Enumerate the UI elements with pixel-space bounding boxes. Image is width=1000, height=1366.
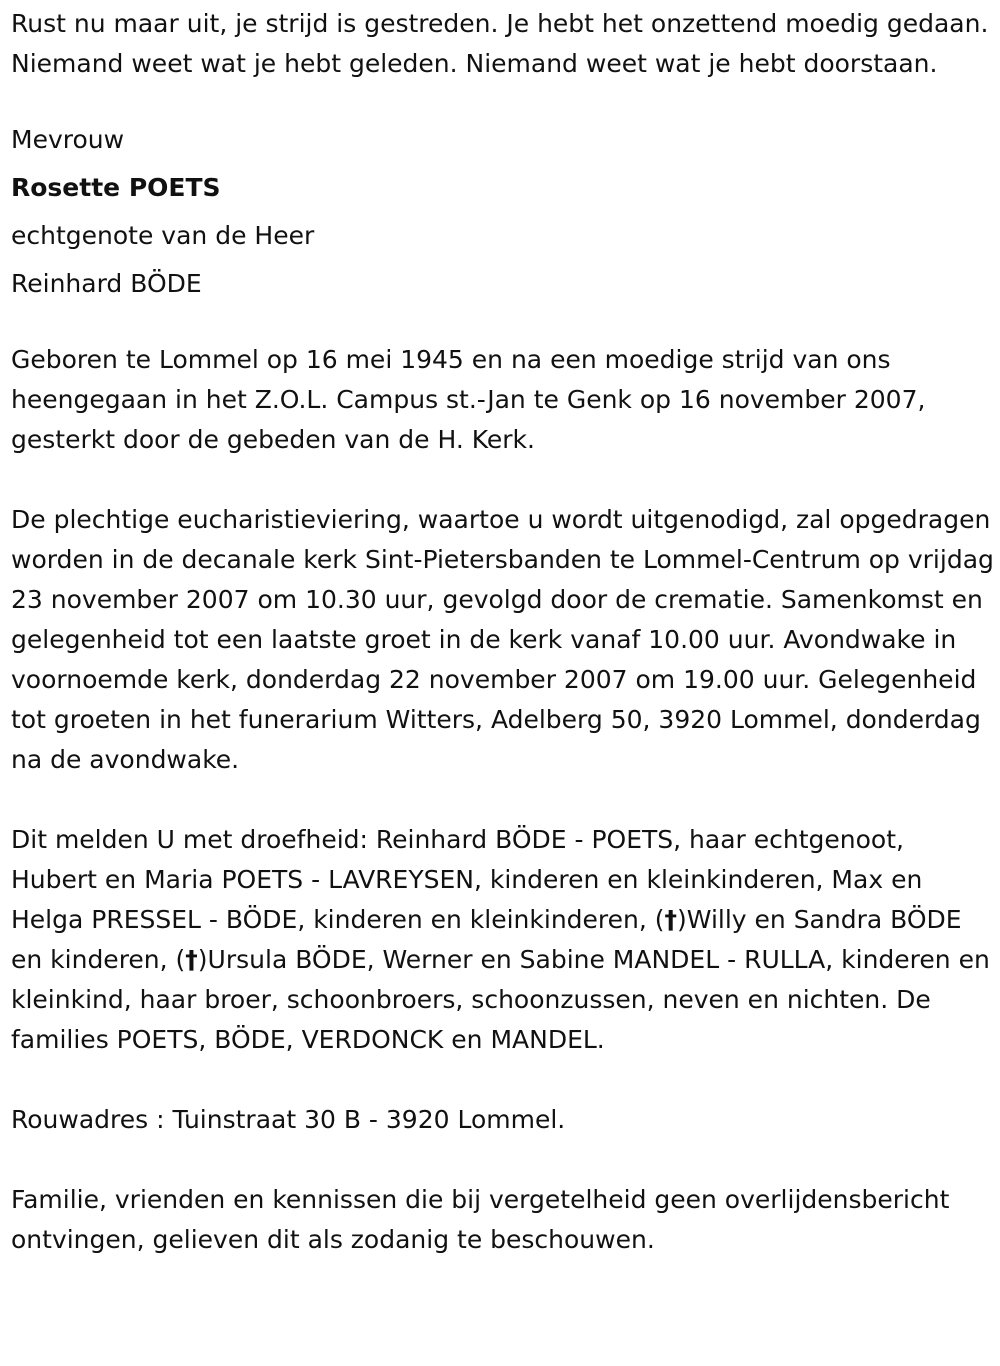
deceased-name: Rosette POETS [11,173,221,202]
family-paragraph [11,820,995,1060]
intro-paragraph: Rust nu maar uit, je strijd is gestreden. Je hebt het onzettend moedig gedaan. Niemand weet wat je hebt geleden. Niemand weet wat je hebt doorstaan. [11,9,989,78]
spacer [11,1140,995,1180]
spacer [11,780,995,820]
spacer [11,84,995,116]
spacer [11,308,995,340]
closing-paragraph: Familie, vrienden en kennissen die bij vergetelheid geen overlijdensbericht ontvingen, gelieven dit als zodanig te beschouwen. [11,1185,950,1254]
salutation: Mevrouw [11,125,125,154]
address-line: Rouwadres : Tuinstraat 30 B - 3920 Lommel. [11,1105,566,1134]
ceremony-paragraph: De plechtige eucharistieviering, waartoe u wordt uitgenodigd, zal opgedragen worden in de decanale kerk Sint-Pietersbanden te Lommel-Centrum op vrijdag 23 november 2007 om 10.30 uur, gevolgd door de crematie. Samenkomst en gelegenheid tot een laatste groet in de kerk vanaf 10.00 uur. Avondwake in voornoemde kerk, donderdag 22 november 2007 om 19.00 uur. Gelegenheid tot groeten in het funerarium Witters, Adelberg 50, 3920 Lommel, donderdag na de avondwake. [11,505,994,774]
obituary-document [11,4,995,1260]
relation-text: echtgenote van de Heer [11,221,315,250]
birth-death-paragraph: Geboren te Lommel op 16 mei 1945 en na een moedige strijd van ons heengegaan in het Z.O.L. Campus st.-Jan te Genk op 16 november 2007, gesterkt door de gebeden van de H. Kerk. [11,345,926,454]
cross-icon: † [185,945,198,974]
spouse-name: Reinhard BÖDE [11,269,202,298]
spacer [11,1060,995,1100]
family-text-part3: )Ursula BÖDE, Werner en Sabine MANDEL - RULLA, kinderen en kleinkind, haar broer, schoonbroers, schoonzussen, neven en nichten. De families POETS, BÖDE, VERDONCK en MANDEL. [11,945,990,1054]
spacer [11,460,995,500]
cross-icon: † [664,905,678,934]
family-text-part1: Dit melden U met droefheid: Reinhard BÖDE - POETS, haar echtgenoot, Hubert en Maria POETS - LAVREYSEN, kinderen en kleinkinderen, Max en Helga PRESSEL - BÖDE, kinderen en kleinkinderen, ( [11,825,923,934]
family-text-part2: )Willy en Sandra BÖDE en kinderen, ( [11,905,962,974]
